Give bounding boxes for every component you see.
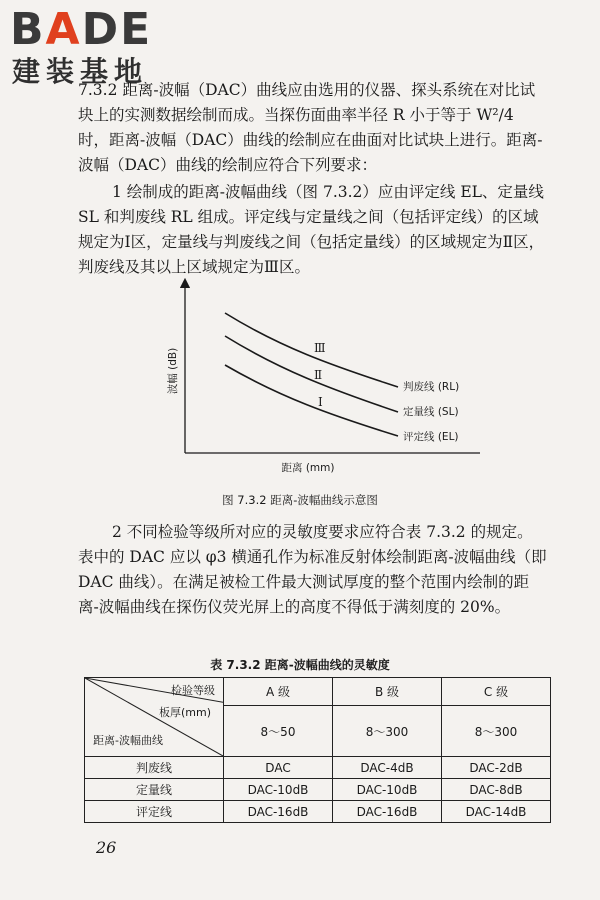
logo	[10, 6, 180, 86]
table-cell: DAC-14dB	[442, 801, 551, 823]
zone-2: Ⅱ	[314, 368, 323, 382]
zone-3: Ⅲ	[314, 341, 326, 355]
table-row	[85, 757, 551, 779]
row-label: 判废线	[85, 757, 224, 779]
dac-curve-figure	[150, 275, 490, 480]
curve-sl	[225, 336, 398, 412]
x-axis-label: 距离 (mm)	[281, 462, 335, 474]
row-label: 评定线	[85, 801, 224, 823]
logo-brand: BADE	[10, 4, 153, 55]
row-label: 定量线	[85, 779, 224, 801]
table-title: 表 7.3.2 距离-波幅曲线的灵敏度	[210, 658, 390, 672]
curve-el	[225, 365, 398, 436]
table-cell: DAC-4dB	[333, 757, 442, 779]
y-axis-label: 波幅 (dB)	[167, 347, 179, 395]
table-cell: DAC-16dB	[224, 801, 333, 823]
table-cell: DAC-2dB	[442, 757, 551, 779]
table-row	[85, 779, 551, 801]
grade-header: 检验等级	[171, 684, 215, 697]
thickness-c: 8～300	[442, 706, 551, 757]
zone-1: Ⅰ	[318, 395, 323, 409]
thickness-a: 8～50	[224, 706, 333, 757]
curve-header: 距离-波幅曲线	[93, 734, 163, 747]
label-el: 评定线 (EL)	[403, 431, 459, 443]
table-corner-cell	[85, 678, 224, 757]
grade-c: C 级	[442, 678, 551, 706]
curve-rl	[225, 313, 398, 387]
grade-a: A 级	[224, 678, 333, 706]
paragraph-item-1: 1 绘制成的距离-波幅曲线（图 7.3.2）应由评定线 EL、定量线 SL 和判废线 RL 组成。评定线与定量线之间（包括评定线）的区域规定为Ⅰ区，定量线与判废线之间（包括定量线）的区域规定为Ⅱ区，判废线及其以上区域规定为Ⅲ区。	[78, 183, 545, 276]
thickness-header: 板厚(mm)	[158, 706, 211, 719]
table-cell: DAC-10dB	[224, 779, 333, 801]
logo-subtitle: 建装基地	[12, 55, 149, 88]
table-cell: DAC-16dB	[333, 801, 442, 823]
thickness-b: 8～300	[333, 706, 442, 757]
page-number: 26	[96, 838, 117, 857]
sensitivity-table	[84, 677, 551, 823]
paragraph-item-2: 2 不同检验等级所对应的灵敏度要求应符合表 7.3.2 的规定。表中的 DAC 应以 φ3 横通孔作为标准反射体绘制距离-波幅曲线（即 DAC 曲线）。在满足被检工件最大测试厚度的整个范围内绘制的距离-波幅曲线在探伤仪荧光屏上的高度不得低于满刻度的 20%。	[78, 523, 547, 616]
table-row	[85, 801, 551, 823]
label-sl: 定量线 (SL)	[403, 406, 459, 418]
paragraph-7-3-2: 7.3.2 距离-波幅（DAC）曲线应由选用的仪器、探头系统在对比试块上的实测数据绘制而成。当探伤面曲率半径 R 小于等于 W²/4 时，距离-波幅（DAC）曲线的绘制应在曲面对比试块上进行。距离-波幅（DAC）曲线的绘制应符合下列要求：	[78, 81, 543, 174]
table-cell: DAC-10dB	[333, 779, 442, 801]
table-cell: DAC-8dB	[442, 779, 551, 801]
label-rl: 判废线 (RL)	[403, 381, 460, 393]
table-cell: DAC	[224, 757, 333, 779]
figure-caption: 图 7.3.2 距离-波幅曲线示意图	[222, 493, 378, 507]
grade-b: B 级	[333, 678, 442, 706]
